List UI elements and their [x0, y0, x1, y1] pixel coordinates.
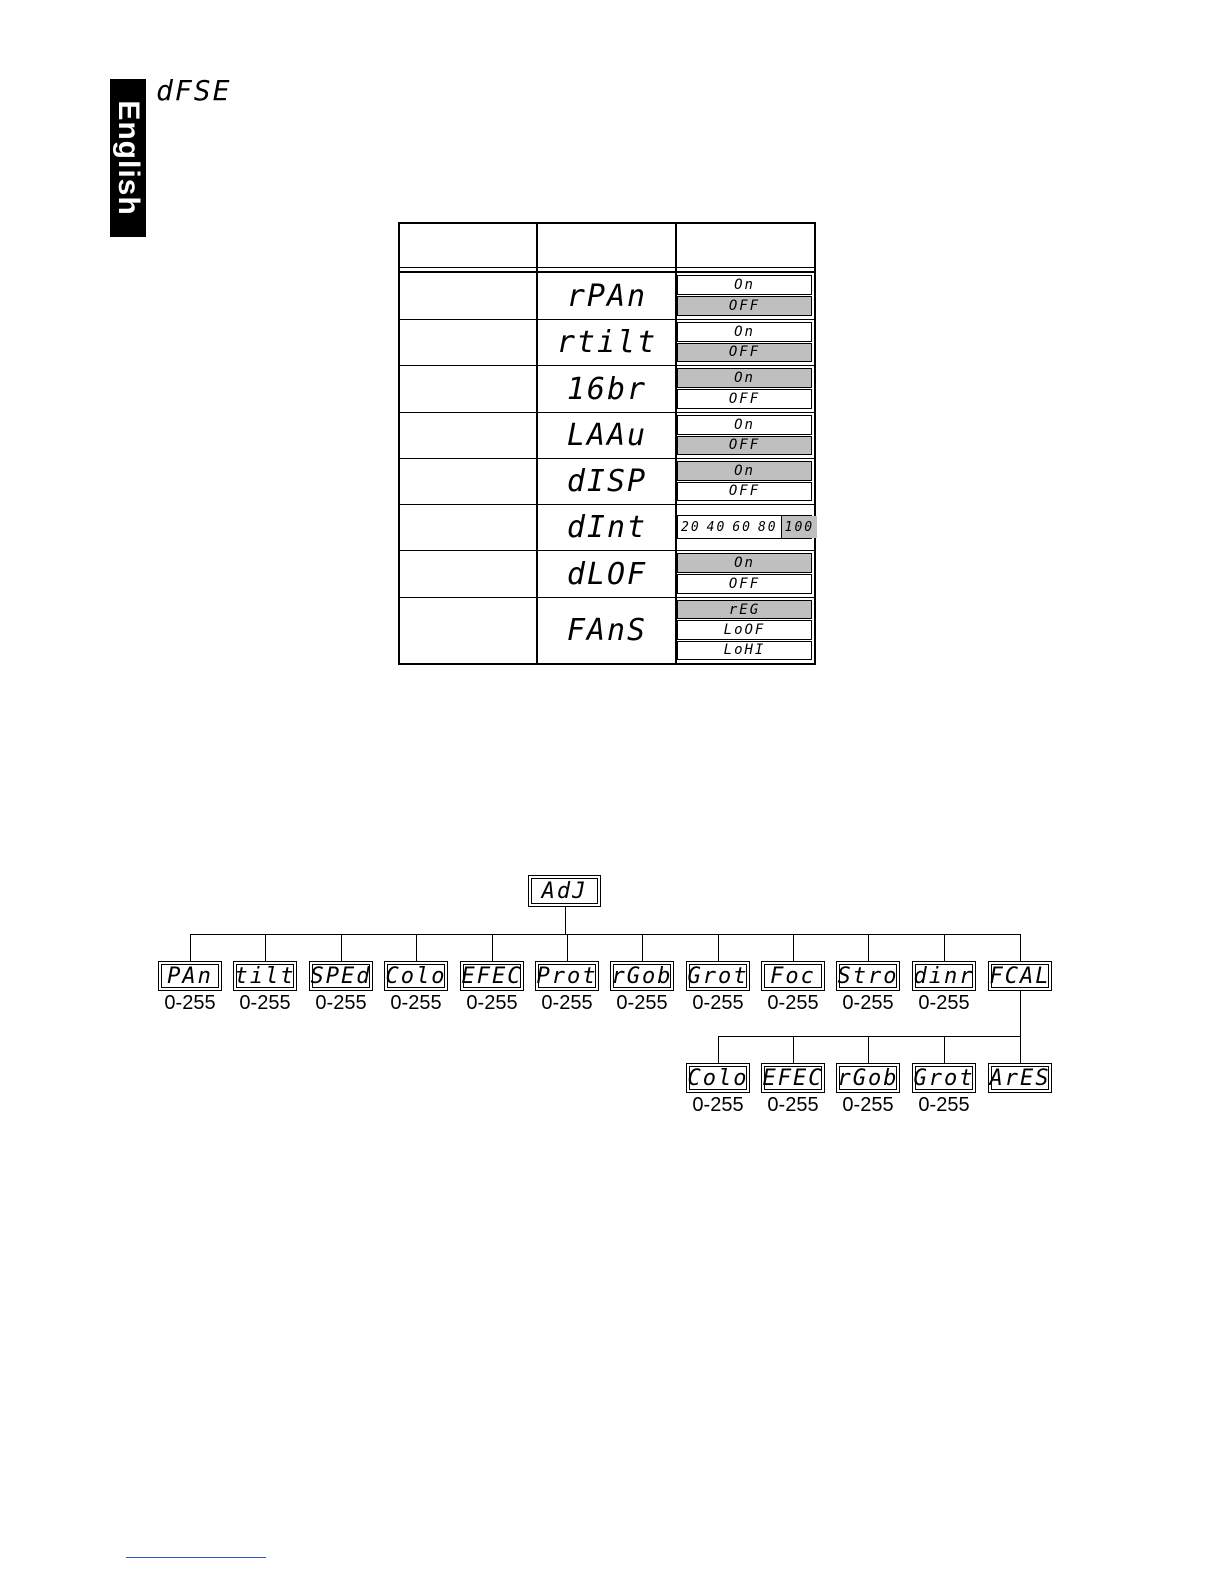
table-row	[400, 412, 814, 458]
row-options	[677, 600, 812, 661]
row-code: dInt	[566, 510, 648, 545]
menu-item: SPEd	[309, 961, 373, 991]
table-row	[400, 504, 814, 550]
range-label: 0-255	[164, 992, 216, 1014]
range-label: 0-255	[541, 992, 593, 1014]
language-tab	[110, 79, 146, 237]
option-lohi: LoHI	[677, 641, 812, 660]
option-value: 40	[706, 519, 727, 535]
menu-item: tilt	[233, 961, 297, 991]
settings-table	[398, 222, 816, 665]
connector	[492, 934, 493, 961]
menu-item: rGob	[610, 961, 674, 991]
menu-item: FCAL	[988, 961, 1052, 991]
option-value: 80	[757, 519, 778, 535]
menu-item: Colo	[384, 961, 448, 991]
connector	[341, 934, 342, 961]
option-off: OFF	[677, 343, 812, 363]
submenu-item: ArES	[988, 1063, 1052, 1093]
menu-item: Foc	[761, 961, 825, 991]
row-options	[677, 553, 812, 595]
connector	[1020, 934, 1021, 961]
range-label: 0-255	[918, 1094, 970, 1116]
table-row	[400, 550, 814, 597]
option-on: On	[677, 553, 812, 573]
submenu-item: EFEC	[761, 1063, 825, 1093]
menu-item: EFEC	[460, 961, 524, 991]
table-row	[400, 597, 814, 663]
submenu-item: rGob	[836, 1063, 900, 1093]
menu-item: Prot	[535, 961, 599, 991]
row-code: dISP	[566, 464, 648, 499]
range-label: 0-255	[692, 992, 744, 1014]
option-reg: rEG	[677, 600, 812, 619]
submenu-item: Colo	[686, 1063, 750, 1093]
connector	[718, 1036, 719, 1063]
section-code: dFSE	[156, 74, 232, 107]
row-options	[677, 368, 812, 410]
range-label: 0-255	[466, 992, 518, 1014]
menu-item: Stro	[836, 961, 900, 991]
connector	[190, 934, 1020, 935]
connector	[642, 934, 643, 961]
table-row	[400, 365, 814, 412]
connector	[718, 934, 719, 961]
row-code: dLOF	[566, 556, 648, 592]
row-code: LAAu	[566, 418, 648, 453]
range-label: 0-255	[315, 992, 367, 1014]
row-code: rtilt	[556, 325, 658, 360]
connector	[567, 934, 568, 961]
connector	[190, 934, 191, 961]
connector	[416, 934, 417, 961]
row-options	[677, 322, 812, 363]
row-options	[677, 507, 815, 548]
row-code: 16br	[566, 371, 648, 407]
range-label: 0-255	[767, 992, 819, 1014]
option-on: On	[677, 415, 812, 435]
range-label: 0-255	[918, 992, 970, 1014]
range-label: 0-255	[692, 1094, 744, 1116]
footer-rule	[126, 1557, 266, 1558]
connector	[1020, 1036, 1021, 1063]
option-value: 20	[681, 519, 701, 535]
option-value: 100	[781, 516, 817, 538]
connector	[944, 934, 945, 961]
option-on: On	[677, 275, 812, 295]
option-off: OFF	[677, 389, 812, 409]
range-label: 0-255	[842, 992, 894, 1014]
menu-item: Grot	[686, 961, 750, 991]
connector	[565, 907, 566, 934]
menu-root: AdJ	[528, 875, 601, 907]
connector	[793, 934, 794, 961]
language-tab-label: English	[112, 100, 145, 216]
row-code: rPAn	[566, 278, 648, 314]
range-label: 0-255	[842, 1094, 894, 1116]
option-off: OFF	[677, 296, 812, 316]
option-off: OFF	[677, 436, 812, 456]
menu-item: PAn	[158, 961, 222, 991]
option-value: 60	[732, 519, 752, 535]
connector	[868, 1036, 869, 1063]
row-options	[677, 275, 812, 317]
connector	[944, 1036, 945, 1063]
submenu-item: Grot	[912, 1063, 976, 1093]
table-row	[400, 458, 814, 504]
row-options	[677, 415, 812, 456]
table-row	[400, 272, 814, 319]
option-on: On	[677, 461, 812, 481]
option-off: OFF	[677, 482, 812, 502]
option-off: OFF	[677, 574, 812, 594]
range-label: 0-255	[616, 992, 668, 1014]
table-row	[400, 319, 814, 365]
connector	[793, 1036, 794, 1063]
menu-item: dinr	[912, 961, 976, 991]
row-code: FAnS	[566, 613, 648, 648]
option-on: On	[677, 322, 812, 342]
range-label: 0-255	[767, 1094, 819, 1116]
connector	[718, 1036, 1020, 1037]
row-options	[677, 461, 812, 502]
range-label: 0-255	[239, 992, 291, 1014]
range-label: 0-255	[390, 992, 442, 1014]
connector	[265, 934, 266, 961]
connector	[1020, 991, 1021, 1036]
option-on: On	[677, 368, 812, 388]
table-header	[400, 224, 814, 268]
connector	[868, 934, 869, 961]
option-loof: LoOF	[677, 620, 812, 639]
